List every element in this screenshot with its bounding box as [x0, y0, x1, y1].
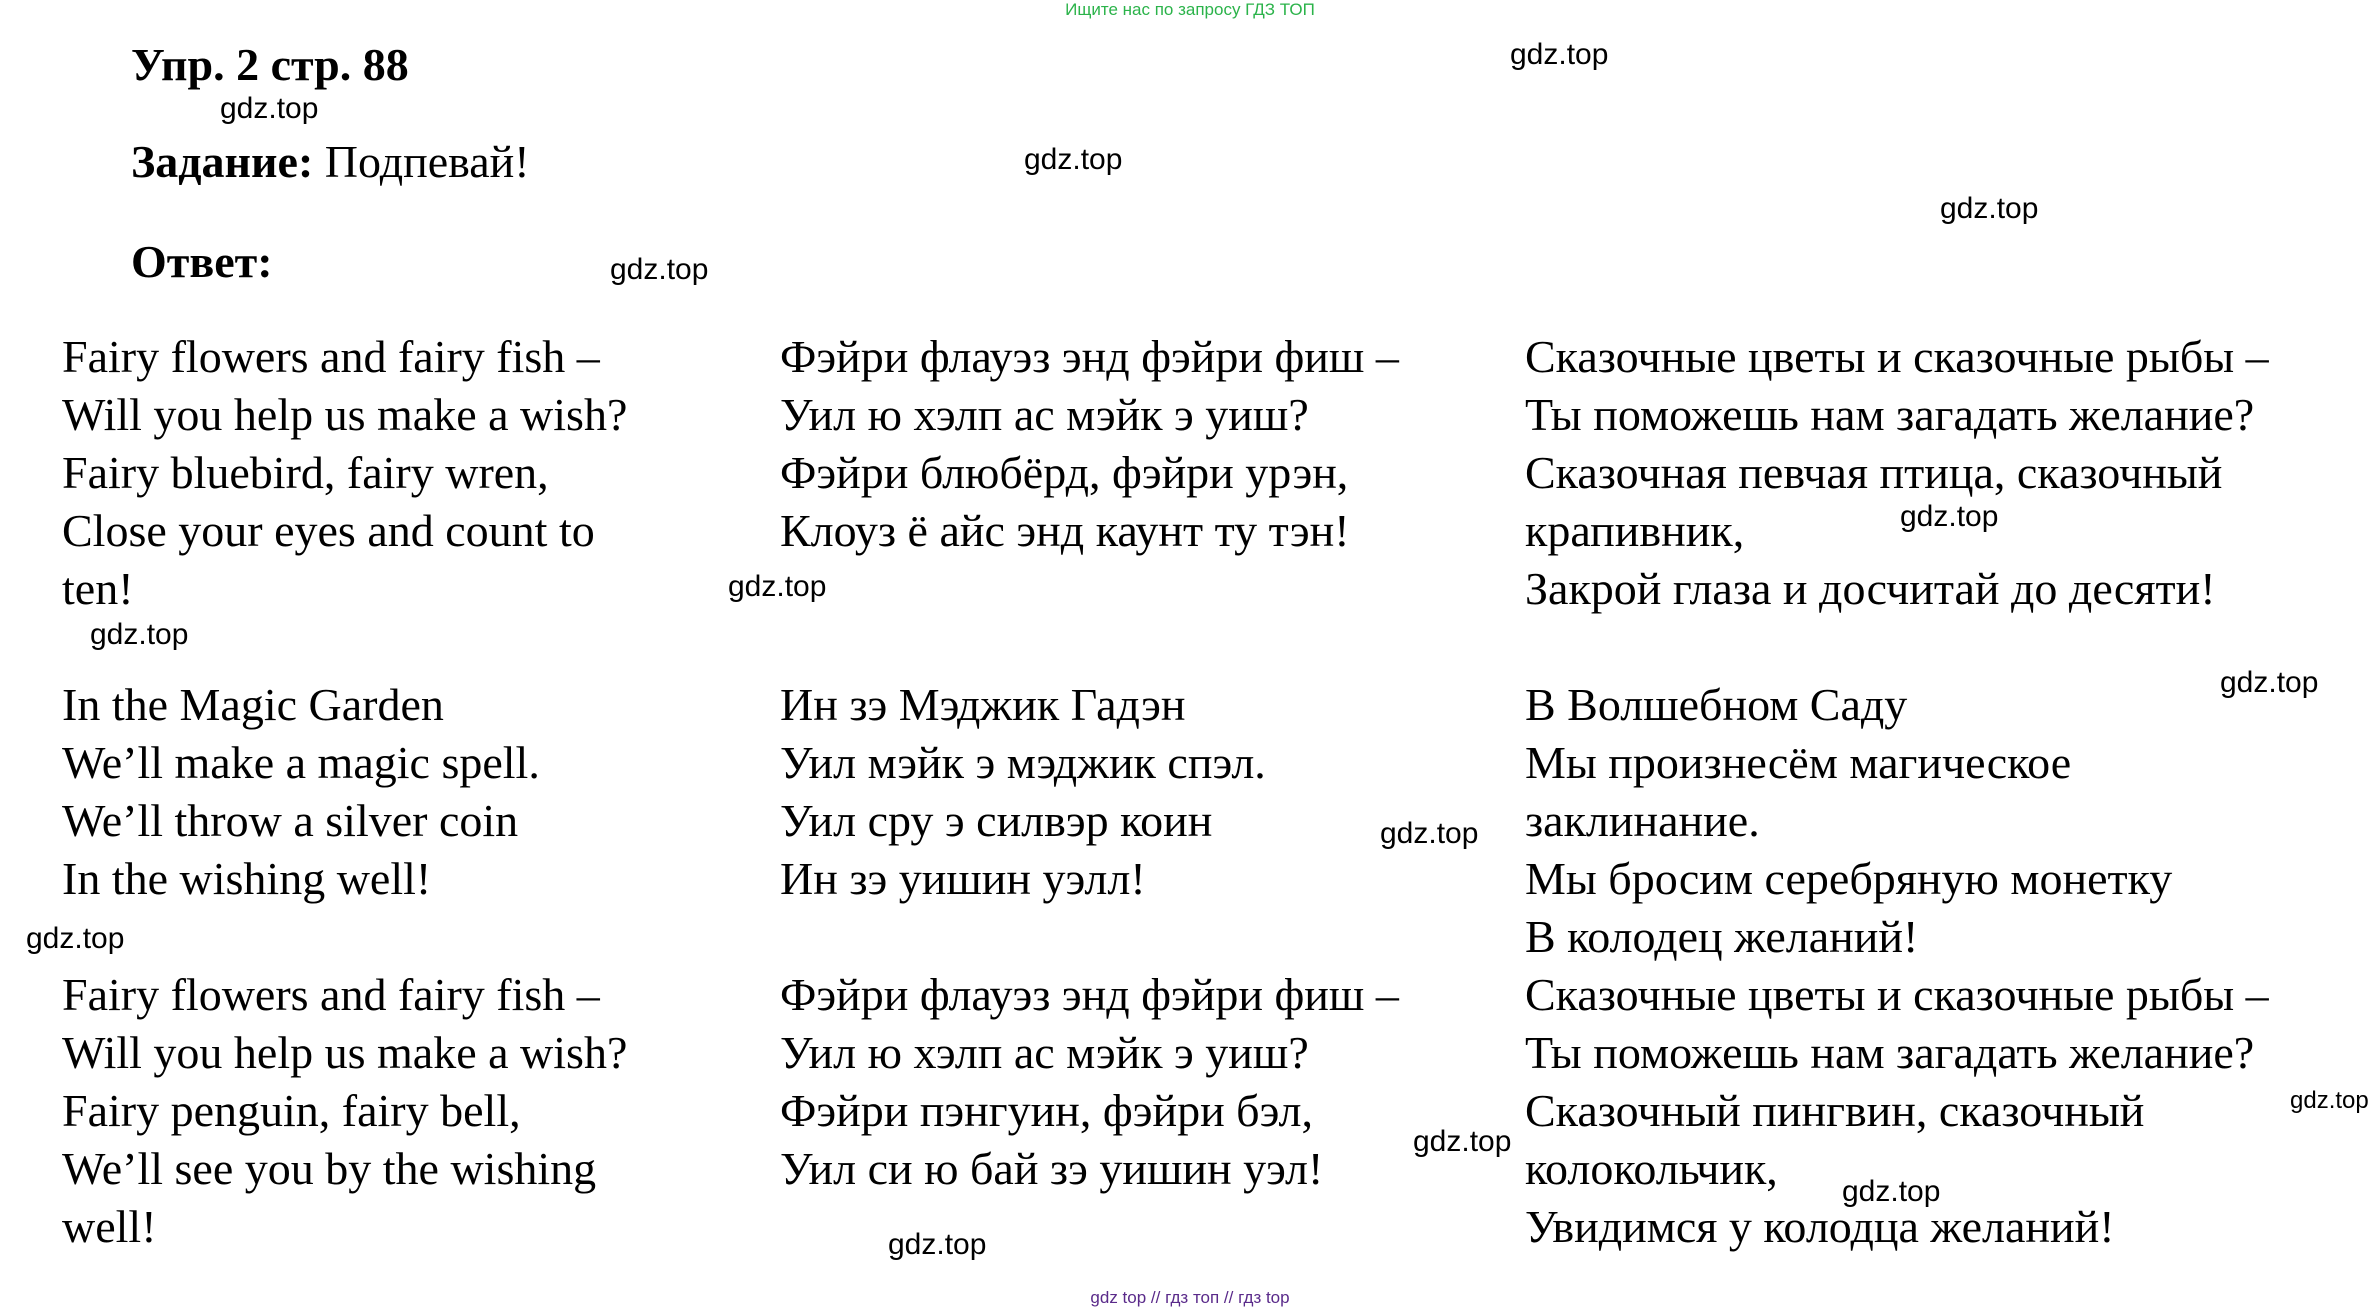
lyrics-line: Will you help us make a wish? — [62, 1027, 628, 1078]
translation-line: Увидимся у колодца желаний! — [1525, 1201, 2115, 1252]
lyrics-line: We’ll see you by the wishing — [62, 1143, 597, 1194]
transcription-line: Фэйри пэнгуин, фэйри бэл, — [780, 1085, 1313, 1136]
lyrics-line — [62, 618, 627, 676]
lyrics-line: Fairy flowers and fairy fish – — [62, 969, 600, 1020]
task-text: Подпевай! — [324, 136, 530, 187]
watermark: gdz.top — [888, 1228, 987, 1261]
lyrics-line: ten! — [62, 563, 134, 614]
watermark: gdz.top — [220, 92, 319, 125]
footer-note: gdz top // гдз топ // гдз top — [1090, 1288, 1290, 1307]
watermark: gdz.top — [26, 922, 125, 955]
translation-line: Мы бросим серебряную монетку — [1525, 853, 2173, 904]
lyrics-line: We’ll throw a silver coin — [62, 795, 519, 846]
transcription-line: Фэйри флауэз энд фэйри фиш – — [780, 331, 1399, 382]
watermark: gdz.top — [728, 570, 827, 603]
translation-column — [1525, 328, 2269, 1256]
transcription-line — [780, 908, 1399, 966]
exercise-title — [131, 38, 409, 91]
lyrics-line: Fairy penguin, fairy bell, — [62, 1085, 521, 1136]
lyrics-line — [62, 908, 627, 966]
transcription-line — [780, 560, 1399, 618]
translation-line: Сказочная певчая птица, сказочный — [1525, 447, 2223, 498]
transcription-line: Клоуз ё айс энд каунт ту тэн! — [780, 505, 1350, 556]
translation-line: Закрой глаза и досчитай до десяти! — [1525, 563, 2216, 614]
watermark: gdz.top — [2290, 1087, 2369, 1114]
watermark: gdz.top — [1900, 500, 1999, 533]
watermark: gdz.top — [1413, 1125, 1512, 1158]
translation-line: заклинание. — [1525, 795, 1760, 846]
watermark: gdz.top — [1024, 143, 1123, 176]
transcription-line: Уил ю хэлп ас мэйк э уиш? — [780, 1027, 1309, 1078]
answer-line — [131, 235, 273, 288]
top-note: Ищите нас по запросу ГДЗ ТОП — [1065, 0, 1315, 19]
lyrics-line: well! — [62, 1201, 157, 1252]
translation-line: Сказочный пингвин, сказочный — [1525, 1085, 2145, 1136]
watermark: gdz.top — [1940, 192, 2039, 225]
watermark: gdz.top — [1842, 1175, 1941, 1208]
watermark: gdz.top — [90, 618, 189, 651]
lyrics-line: We’ll make a magic spell. — [62, 737, 540, 788]
transcription-column — [780, 328, 1399, 1198]
watermark: gdz.top — [1380, 817, 1479, 850]
translation-line: Сказочные цветы и сказочные рыбы – — [1525, 969, 2269, 1020]
transcription-line: Уил сру э силвэр коин — [780, 795, 1213, 846]
watermark: gdz.top — [2220, 666, 2319, 699]
translation-line: Ты поможешь нам загадать желание? — [1525, 389, 2255, 440]
transcription-line: Ин зэ уишин уэлл! — [780, 853, 1146, 904]
transcription-line — [780, 618, 1399, 676]
translation-line: В Волшебном Саду — [1525, 679, 1908, 730]
transcription-line: Ин зэ Мэджик Гадэн — [780, 679, 1186, 730]
transcription-line: Фэйри флауэз энд фэйри фиш – — [780, 969, 1399, 1020]
transcription-line: Уил си ю бай зэ уишин уэл! — [780, 1143, 1324, 1194]
english-lyrics-column — [62, 328, 627, 1256]
task-label: Задание: — [131, 136, 314, 187]
transcription-line: Уил мэйк э мэджик спэл. — [780, 737, 1266, 788]
lyrics-line: In the Magic Garden — [62, 679, 444, 730]
lyrics-line: In the wishing well! — [62, 853, 432, 904]
lyrics-line: Will you help us make a wish? — [62, 389, 628, 440]
task-line — [131, 135, 530, 188]
exercise-title-text: Упр. 2 стр. 88 — [131, 39, 409, 90]
watermark: gdz.top — [610, 253, 709, 286]
translation-line: В колодец желаний! — [1525, 911, 1919, 962]
translation-line: колокольчик, — [1525, 1143, 1778, 1194]
answer-label: Ответ: — [131, 236, 273, 287]
translation-line: Ты поможешь нам загадать желание? — [1525, 1027, 2255, 1078]
translation-line: крапивник, — [1525, 505, 1745, 556]
lyrics-line: Close your eyes and count to — [62, 505, 595, 556]
translation-line: Сказочные цветы и сказочные рыбы – — [1525, 331, 2269, 382]
lyrics-line: Fairy bluebird, fairy wren, — [62, 447, 549, 498]
transcription-line: Уил ю хэлп ас мэйк э уиш? — [780, 389, 1309, 440]
translation-line — [1525, 618, 2269, 676]
watermark: gdz.top — [1510, 38, 1609, 71]
translation-line: Мы произнесём магическое — [1525, 737, 2072, 788]
lyrics-line: Fairy flowers and fairy fish – — [62, 331, 600, 382]
transcription-line: Фэйри блюбёрд, фэйри урэн, — [780, 447, 1349, 498]
